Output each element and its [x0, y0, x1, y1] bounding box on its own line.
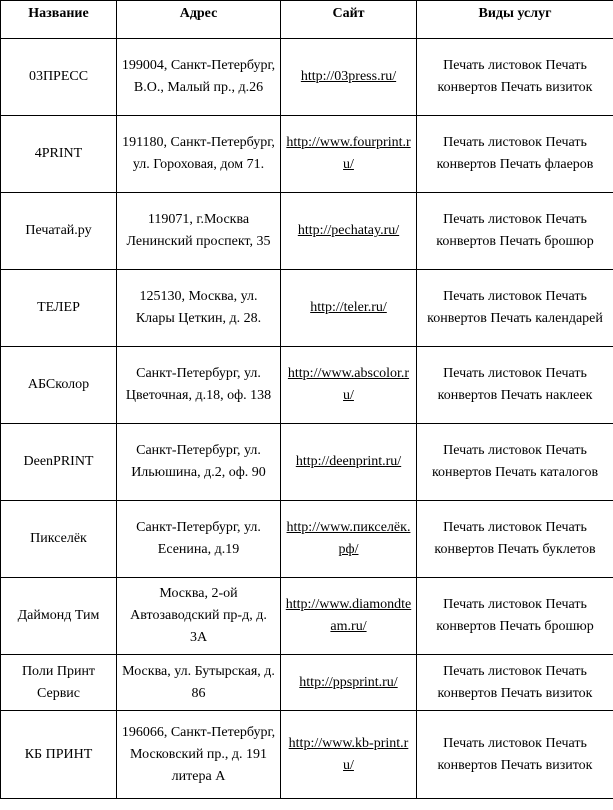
company-site-link[interactable]: http://ppsprint.ru/ — [299, 674, 398, 690]
company-services: Печать листовок Печать конвертов Печать визиток — [417, 39, 613, 116]
company-address: Москва, ул. Бутырская, д. 86 — [117, 655, 281, 711]
company-site[interactable] — [281, 270, 417, 347]
company-site-link[interactable]: http://www.abscolor.ru/ — [287, 366, 410, 403]
company-services: Печать листовок Печать конвертов Печать визиток — [417, 655, 613, 711]
company-site-link[interactable]: http://www.diamondteam.ru/ — [285, 597, 412, 634]
company-site-link[interactable]: http://www.пикселёк.рф/ — [286, 520, 411, 557]
company-services: Печать листовок Печать конвертов Печать флаеров — [417, 116, 613, 193]
company-site-link[interactable]: http://www.kb-print.ru/ — [288, 735, 409, 773]
company-site-link[interactable]: http://pechatay.ru/ — [297, 223, 400, 238]
company-name: ТЕЛЕР — [1, 270, 117, 347]
company-address: 199004, Санкт-Петербург, В.О., Малый пр., д.26 — [117, 39, 281, 116]
table-row — [1, 347, 613, 424]
company-address: 191180, Санкт-Петербург, ул. Гороховая, дом 71. — [117, 116, 281, 193]
header-address: Адрес — [117, 1, 281, 39]
company-address: 125130, Москва, ул. Клары Цеткин, д. 28. — [117, 270, 281, 347]
company-address: Санкт-Петербург, ул. Цветочная, д.18, оф. 138 — [117, 347, 281, 424]
company-site-link[interactable]: http://teler.ru/ — [310, 300, 387, 315]
company-site[interactable] — [281, 655, 417, 711]
company-services: Печать листовок Печать конвертов Печать брошюр — [417, 578, 613, 655]
company-site-link[interactable]: http://deenprint.ru/ — [295, 454, 402, 469]
table-row — [1, 39, 613, 116]
table-row — [1, 655, 613, 711]
table-header-row — [1, 1, 613, 39]
company-name: DeenPRINT — [1, 424, 117, 501]
company-name: Печатай.ру — [1, 193, 117, 270]
company-site[interactable] — [281, 193, 417, 270]
company-name: АБСколор — [1, 347, 117, 424]
header-name: Название — [1, 1, 117, 39]
company-site-link[interactable]: http://03press.ru/ — [300, 69, 397, 84]
company-services: Печать листовок Печать конвертов Печать буклетов — [417, 501, 613, 578]
table-row — [1, 578, 613, 655]
company-site[interactable] — [281, 578, 417, 655]
table-row — [1, 501, 613, 578]
company-site-link[interactable]: http://www.fourprint.ru/ — [286, 135, 411, 172]
company-name: КБ ПРИНТ — [1, 711, 117, 799]
company-site[interactable] — [281, 39, 417, 116]
company-services: Печать листовок Печать конвертов Печать брошюр — [417, 193, 613, 270]
company-name: 03ПРЕСС — [1, 39, 117, 116]
table-row — [1, 193, 613, 270]
table-row — [1, 116, 613, 193]
company-address: 196066, Санкт-Петербург, Московский пр., д. 191 литера А — [117, 711, 281, 799]
company-site[interactable] — [281, 711, 417, 799]
company-services: Печать листовок Печать конвертов Печать наклеек — [417, 347, 613, 424]
table-row — [1, 270, 613, 347]
company-services: Печать листовок Печать конвертов Печать календарей — [417, 270, 613, 347]
header-site: Сайт — [281, 1, 417, 39]
company-name: Даймонд Тим — [1, 578, 117, 655]
header-services: Виды услуг — [417, 1, 613, 39]
company-address: Санкт-Петербург, ул. Есенина, д.19 — [117, 501, 281, 578]
company-site[interactable] — [281, 347, 417, 424]
company-services: Печать листовок Печать конвертов Печать визиток — [417, 711, 613, 799]
company-name: Пикселёк — [1, 501, 117, 578]
company-address: 119071, г.Москва Ленинский проспект, 35 — [117, 193, 281, 270]
company-site[interactable] — [281, 501, 417, 578]
company-site[interactable] — [281, 116, 417, 193]
company-address: Москва, 2-ой Автозаводский пр-д, д. 3А — [117, 578, 281, 655]
table-row — [1, 424, 613, 501]
company-name: 4PRINT — [1, 116, 117, 193]
table-row — [1, 711, 613, 799]
company-services: Печать листовок Печать конвертов Печать каталогов — [417, 424, 613, 501]
company-site[interactable] — [281, 424, 417, 501]
company-name: Поли Принт Сервис — [1, 655, 117, 711]
company-address: Санкт-Петербург, ул. Ильюшина, д.2, оф. 90 — [117, 424, 281, 501]
